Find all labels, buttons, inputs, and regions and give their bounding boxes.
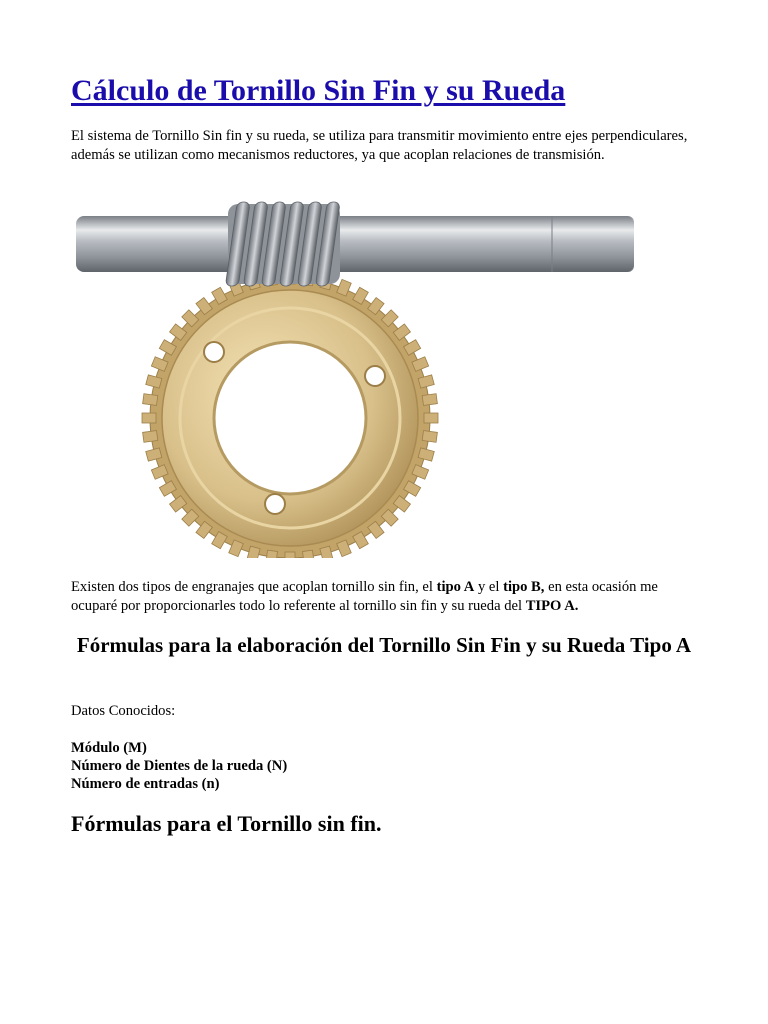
gear-tooth <box>303 550 315 558</box>
intro-paragraph: El sistema de Tornillo Sin fin y su rueda, se utiliza para transmitir movimiento entre ejes perpendiculares, además se utilizan como mecanismos reductores, ya que acoplan relaciones de transmisión. <box>71 128 688 163</box>
text-run: y el <box>474 579 504 595</box>
gear-tooth <box>143 431 158 443</box>
gear-tooth <box>422 431 437 443</box>
text-run: Existen dos tipos de engranajes que acoplan tornillo sin fin, el <box>71 579 437 595</box>
bold-tipo-a: TIPO A. <box>525 597 579 614</box>
gear-tooth <box>424 413 438 423</box>
list-item: Módulo (M) <box>71 740 147 756</box>
text-run: en esta ocasión me ocuparé por proporcionarles todo lo referente al tornillo sin fin y su rueda del <box>71 579 658 614</box>
worm-formulas-heading: Fórmulas para el Tornillo sin fin. <box>71 811 382 836</box>
bold-type-a: tipo A <box>436 579 475 595</box>
gear-tooth <box>285 552 295 558</box>
known-data-list <box>71 739 287 793</box>
gear-tooth <box>143 394 158 406</box>
list-item: Número de Dientes de la rueda (N) <box>71 758 288 774</box>
formulas-heading: Fórmulas para la elaboración del Tornillo Sin Fin y su Rueda Tipo A <box>76 633 692 657</box>
page-title-link[interactable]: Cálculo de Tornillo Sin Fin y su Rueda <box>71 74 566 107</box>
worm-shaft <box>76 202 634 286</box>
bold-type-b: tipo B, <box>503 579 545 595</box>
gear-tooth <box>266 550 278 558</box>
gear-tooth <box>142 413 156 423</box>
known-data-label: Datos Conocidos: <box>71 703 176 719</box>
types-paragraph <box>71 578 701 615</box>
worm-wheel <box>142 270 438 558</box>
list-item: Número de entradas (n) <box>71 776 220 792</box>
worm-gear-image <box>72 196 642 558</box>
gear-tooth <box>422 394 437 406</box>
